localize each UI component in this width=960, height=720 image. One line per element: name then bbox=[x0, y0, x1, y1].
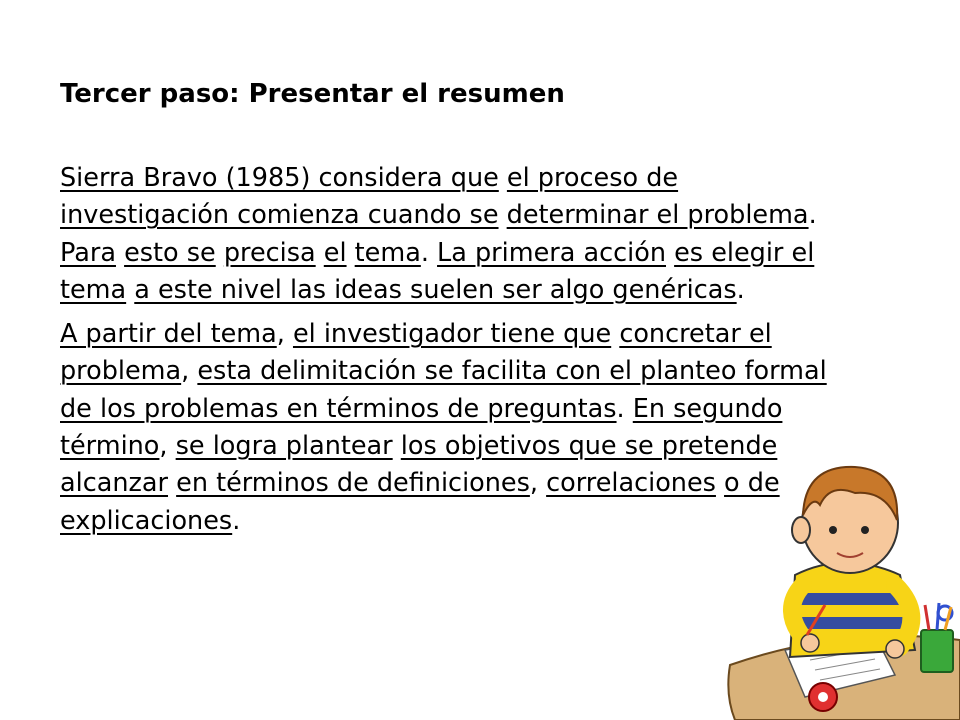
text-run bbox=[216, 238, 224, 268]
underlined-phrase: En segundo término bbox=[60, 393, 783, 462]
text-run bbox=[116, 238, 124, 268]
underlined-phrase: A partir del tema bbox=[60, 319, 277, 350]
underlined-phrase: el proceso de investigación comienza cuando se bbox=[60, 163, 679, 231]
underlined-phrase: el bbox=[323, 237, 347, 268]
underlined-phrase: esta delimitación se facilita con el planteo formal de los problemas en términos de preguntas bbox=[60, 356, 827, 424]
text-run bbox=[168, 468, 176, 498]
underlined-phrase: se logra plantear bbox=[175, 431, 393, 462]
text-run bbox=[666, 238, 674, 268]
underlined-phrase: concretar el problema bbox=[60, 319, 772, 387]
text-run: , bbox=[159, 431, 176, 462]
text-run: . bbox=[736, 274, 745, 305]
text-run bbox=[716, 468, 724, 498]
text-run bbox=[347, 238, 355, 268]
text-run: . bbox=[616, 393, 633, 424]
underlined-phrase: Sierra Bravo (1985) considera que bbox=[60, 163, 499, 193]
underlined-phrase: el investigador tiene que bbox=[292, 319, 612, 350]
underlined-phrase: es elegir el tema bbox=[60, 237, 815, 305]
underlined-phrase: o de explicaciones bbox=[60, 468, 780, 536]
slide-title: Tercer paso: Presentar el resumen bbox=[60, 79, 565, 109]
underlined-phrase: La primera acción bbox=[437, 237, 666, 268]
text-run: . bbox=[808, 200, 817, 231]
underlined-phrase: correlaciones bbox=[546, 468, 716, 499]
text-run: . bbox=[232, 505, 241, 536]
text-run: , bbox=[181, 356, 198, 387]
underlined-phrase: a este nivel las ideas suelen ser algo genéricas bbox=[134, 274, 737, 305]
underlined-phrase: tema bbox=[354, 237, 421, 268]
text-run bbox=[393, 431, 401, 461]
paragraph bbox=[60, 160, 850, 309]
underlined-phrase: Para bbox=[60, 237, 116, 268]
text-run: , bbox=[276, 319, 293, 350]
underlined-phrase: precisa bbox=[223, 237, 316, 268]
boy-writing-illustration bbox=[725, 435, 960, 720]
underlined-phrase: en términos de definiciones bbox=[176, 468, 530, 499]
underlined-phrase: esto se bbox=[124, 237, 216, 268]
text-run: . bbox=[420, 237, 438, 268]
text-run bbox=[499, 163, 507, 193]
underlined-phrase: los objetivos que se pretende alcanzar bbox=[60, 431, 778, 499]
text-run bbox=[316, 238, 324, 268]
text-run: , bbox=[529, 468, 547, 499]
underlined-phrase: determinar el problema bbox=[506, 200, 809, 231]
text-run bbox=[499, 200, 507, 230]
